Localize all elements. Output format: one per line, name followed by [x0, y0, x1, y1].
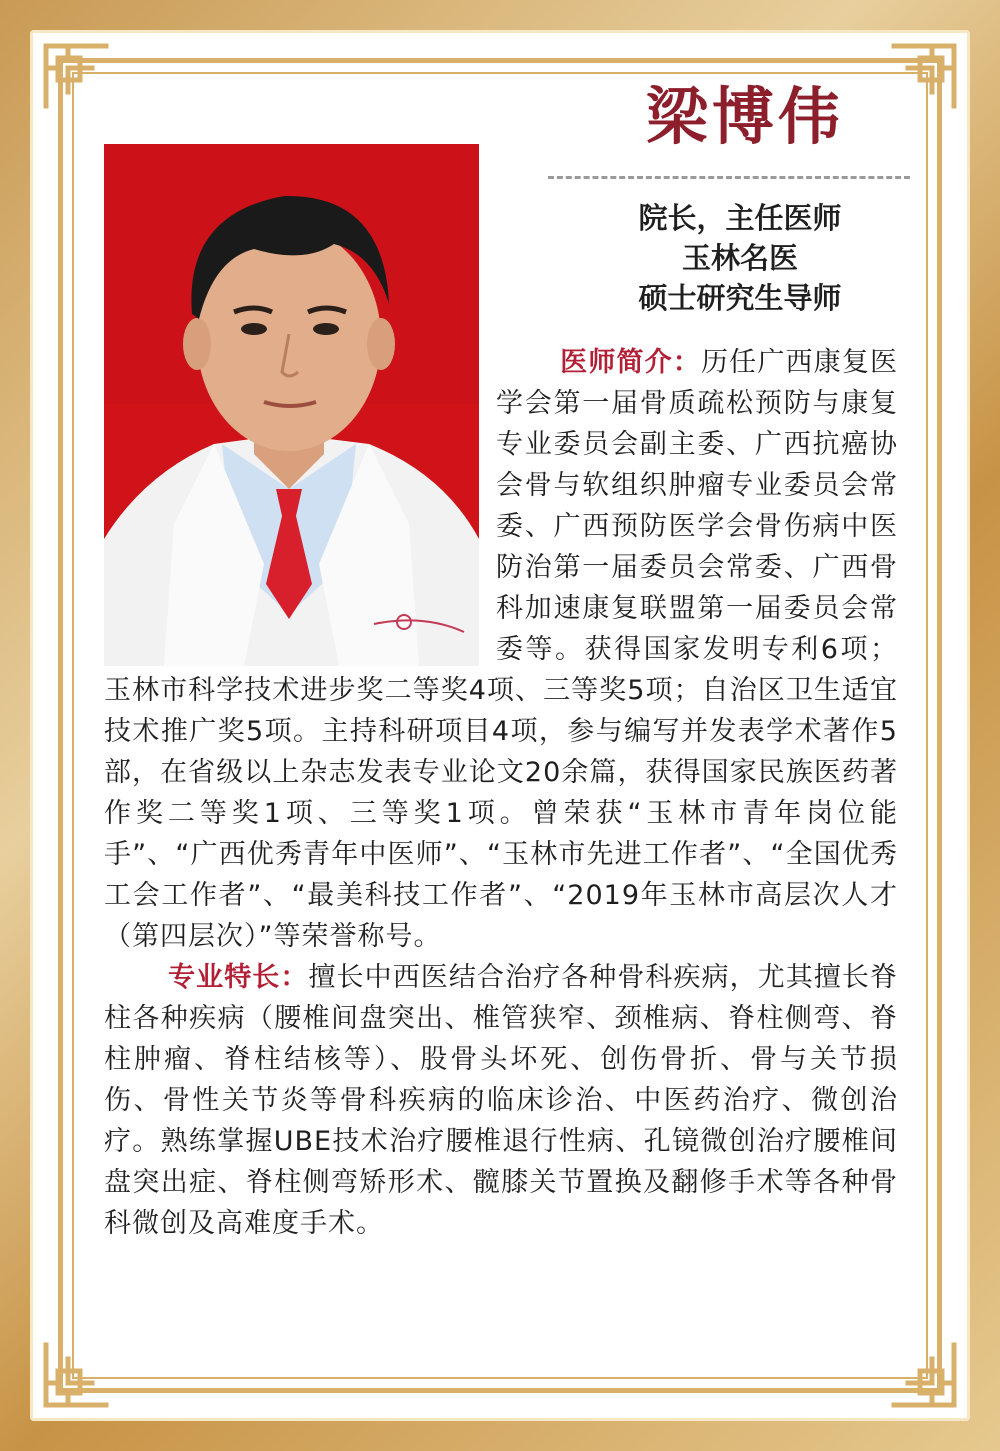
specialty-label: 专业特长： [168, 962, 309, 993]
doctor-titles [560, 198, 920, 318]
title-line: 玉林名医 [681, 241, 798, 275]
title-line: 院长，主任医师 [638, 201, 842, 235]
photo-wrap-spacer [104, 342, 496, 670]
intro-label: 医师简介： [560, 347, 701, 378]
doctor-name: 梁博伟 [645, 80, 844, 153]
fret-corner-ornament-icon [888, 1339, 960, 1411]
title-line: 硕士研究生导师 [638, 281, 842, 315]
dashed-divider [548, 176, 910, 179]
specialty-paragraph [104, 957, 898, 1244]
intro-text: 历任广西康复医学会第一届骨质疏松预防与康复专业委员会副主委、广西抗癌协会骨与软组织肿瘤专业委员会常委、广西预防医学会骨伤病中医防治第一届委员会常委、广西骨科加速康复联盟第一届委员会常委等。获得国家发明专利6项；玉林市科学技术进步奖二等奖4项、三等奖5项；自治区卫生适宜技术推广奖5项。主持科研项目4项，参与编写并发表学术著作5部，在省级以上杂志发表专业论文20余篇，获得国家民族医药著作奖二等奖1项、三等奖1项。曾荣获“玉林市青年岗位能手”、“广西优秀青年中医师”、“玉林市先进工作者”、“全国优秀工会工作者”、“最美科技工作者”、“2019年玉林市高层次人才（第四层次）”等荣誉称号。 [104, 347, 898, 952]
fret-corner-ornament-icon [40, 40, 112, 112]
specialty-text: 擅长中西医结合治疗各种骨科疾病，尤其擅长脊柱各种疾病（腰椎间盘突出、椎管狭窄、颈椎病、脊柱侧弯、脊柱肿瘤、脊柱结核等）、股骨头坏死、创伤骨折、骨与关节损伤、骨性关节炎等骨科疾病的临床诊治、中医药治疗、微创治疗。熟练掌握UBE技术治疗腰椎退行性病、孔镜微创治疗腰椎间盘突出症、脊柱侧弯矫形术、髋膝关节置换及翻修手术等各种骨科微创及高难度手术。 [104, 962, 899, 1239]
fret-corner-ornament-icon [40, 1339, 112, 1411]
profile-body [104, 342, 898, 1244]
fret-corner-ornament-icon [888, 40, 960, 112]
